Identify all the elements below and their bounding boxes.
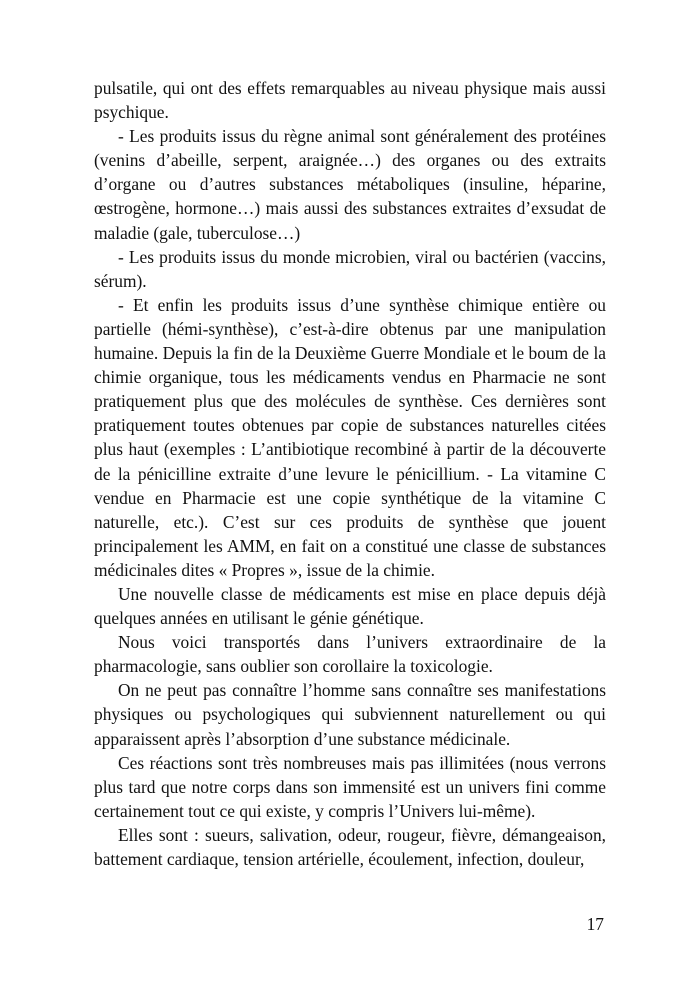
paragraph-animal-products: - Les produits issus du règne animal sont généralement des protéines (venins d’abeille, serpent, araignée…) des organes ou des extraits d’organe ou d’autres substances métaboliques (insuline, héparine, œstrogène, hormone…) mais aussi des substances extraites d’exsudat de maladie (gale, tuberculose…) [94,126,606,243]
page-number: 17 [586,914,604,934]
paragraph-continuation: pulsatile, qui ont des effets remarquables au niveau physique mais aussi psychique. [94,78,606,123]
paragraph-genetic-engineering: Une nouvelle classe de médicaments est mise en place depuis déjà quelques années en utilisant le génie génétique. [94,583,606,629]
paragraph-microbial-products: - Les produits issus du monde microbien, viral ou bactérien (vaccins, sérum). [94,246,606,291]
paragraph-reactions: Ces réactions sont très nombreuses mais pas illimitées (nous verrons plus tard que notre corps dans son immensité est un univers fini comme certainement tout ce qui existe, y compris l’Univers lui-même). [94,752,606,821]
page-body [94,76,606,871]
paragraph-list: Elles sont : sueurs, salivation, odeur, rougeur, fièvre, démangeaison, battement cardiaque, tension artérielle, écoulement, infection, douleur, [94,824,606,869]
paragraph-synthetic-products: - Et enfin les produits issus d’une synthèse chimique entière ou partielle (hémi-synthèse), c’est-à-dire obtenus par une manipulation humaine. Depuis la fin de la Deuxième Guerre Mondiale et le boum de la chimie organique, tous les médicaments vendus en Pharmacie ne sont pratiquement plus que des molécules de synthèse. Ces dernières sont pratiquement toutes obtenues par copie de substances naturelles citées plus haut (exemples : L’antibiotique recombiné à partir de la découverte de la pénicilline extraite d’une levure le pénicillium. - La vitamine C vendue en Pharmacie est une copie synthétique de la vitamine C naturelle, etc.). C’est sur ces produits de synthèse que jouent principalement les AMM, en fait on a constitué une classe de substances médicinales dites « Propres », issue de la chimie. [94,294,606,580]
paragraph-manifestations: On ne peut pas connaître l’homme sans connaître ses manifestations physiques ou psychologiques qui subviennent naturellement ou qui apparaissent après l’absorption d’une substance médicinale. [94,680,606,749]
paragraph-pharmacology: Nous voici transportés dans l’univers extraordinaire de la pharmacologie, sans oublier son corollaire la toxicologie. [94,632,606,677]
